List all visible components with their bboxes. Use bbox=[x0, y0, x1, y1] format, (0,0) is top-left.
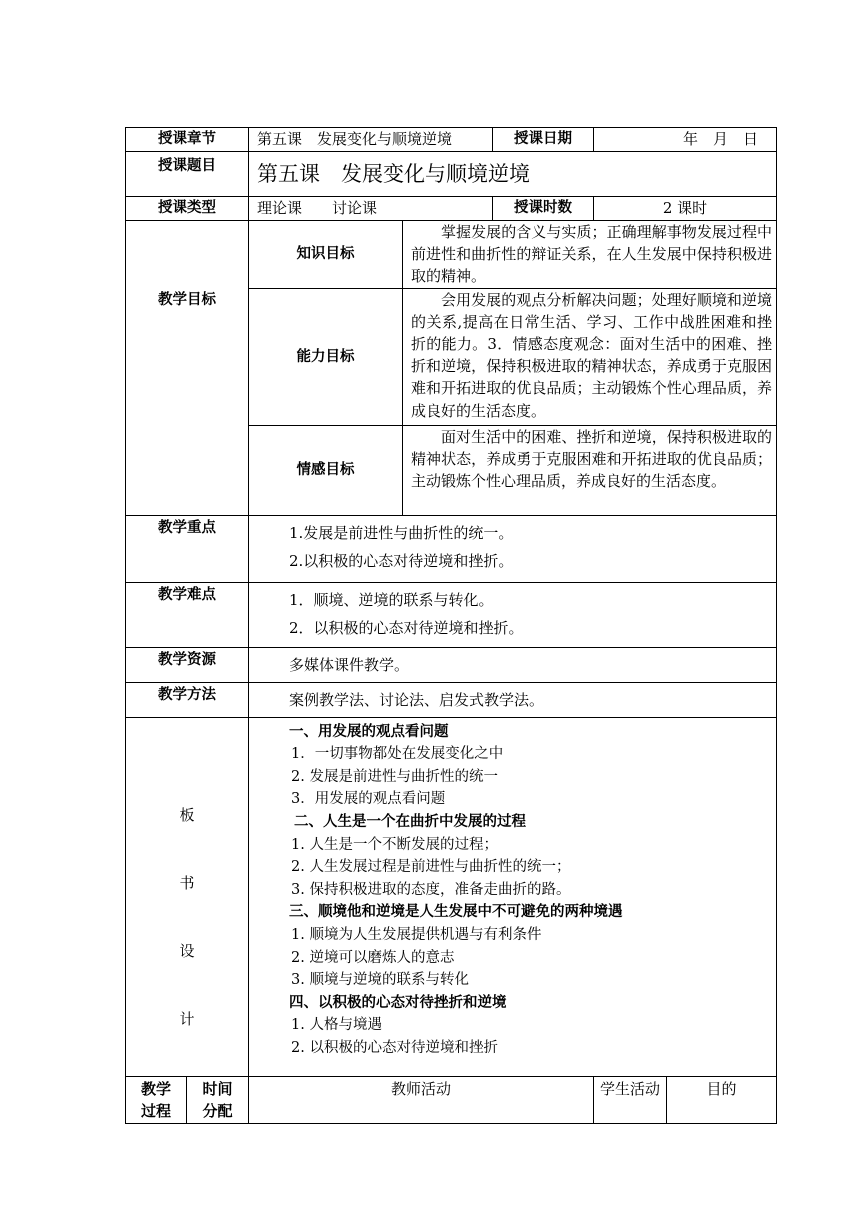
topic-value: 第五课 发展变化与顺境逆境 bbox=[249, 152, 777, 197]
board-content bbox=[249, 717, 777, 1076]
process-col-student: 学生活动 bbox=[594, 1076, 667, 1123]
row-goal-knowledge bbox=[126, 221, 777, 289]
row-resources bbox=[126, 647, 777, 682]
board-heading: 四、以积极的心态对待挫折和逆境 bbox=[289, 994, 507, 1011]
board-item: 3. 顺境与逆境的联系与转化 bbox=[291, 972, 469, 989]
row-difficulties bbox=[126, 582, 777, 647]
row-process-header bbox=[126, 1076, 777, 1123]
hours-value: 2 课时 bbox=[594, 197, 777, 221]
key-point-item: 2.以积极的心态对待逆境和挫折。 bbox=[289, 552, 514, 571]
process-col-teacher: 教师活动 bbox=[249, 1076, 594, 1123]
process-time-line: 时间 bbox=[202, 1079, 233, 1098]
ability-label: 能力目标 bbox=[249, 288, 403, 425]
row-key-points bbox=[126, 515, 777, 582]
methods-value: 案例教学法、讨论法、启发式教学法。 bbox=[249, 682, 777, 717]
board-char: 计 bbox=[179, 1009, 195, 1028]
board-heading: 三、顺境他和逆境是人生发展中不可避免的两种境遇 bbox=[289, 904, 623, 921]
chapter-value: 第五课 发展变化与顺境逆境 bbox=[249, 128, 493, 152]
topic-label: 授课题目 bbox=[126, 152, 249, 197]
board-label bbox=[126, 717, 249, 1076]
row-type bbox=[126, 197, 777, 221]
process-col-stage bbox=[126, 1076, 187, 1123]
difficulties-list bbox=[249, 582, 777, 647]
process-stage-line: 过程 bbox=[140, 1101, 171, 1120]
board-item: 3. 保持积极进取的态度，准备走曲折的路。 bbox=[291, 881, 571, 898]
difficulty-item: 1．顺境、逆境的联系与转化。 bbox=[289, 590, 494, 609]
board-item: 2. 发展是前进性与曲折性的统一 bbox=[291, 768, 498, 785]
board-item: 3．用发展的观点看问题 bbox=[291, 791, 446, 808]
resources-label: 教学资源 bbox=[126, 647, 249, 682]
key-point-item: 1.发展是前进性与曲折性的统一。 bbox=[289, 523, 514, 542]
board-item: 1．一切事物都处在发展变化之中 bbox=[291, 746, 504, 763]
board-item: 2. 以积极的心态对待逆境和挫折 bbox=[291, 1039, 498, 1056]
board-char: 板 bbox=[179, 805, 195, 824]
knowledge-text: 掌握发展的含义与实质；正确理解事物发展过程中前进性和曲折性的辩证关系，在人生发展中保持积极进取的精神。 bbox=[403, 221, 777, 289]
goals-label: 教学目标 bbox=[126, 221, 249, 516]
emotion-text: 面对生活中的困难、挫折和逆境，保持积极进取的精神状态，养成勇于克服困难和开拓进取的优良品质；主动锻炼个性心理品质，养成良好的生活态度。 bbox=[403, 425, 777, 515]
board-heading: 一、用发展的观点看问题 bbox=[289, 723, 449, 740]
ability-text: 会用发展的观点分析解决问题；处理好顺境和逆境的关系,提高在日常生活、学习、工作中战胜困难和挫折的能力。3．情感态度观念：面对生活中的困难、挫折和逆境，保持积极进取的精神状态，养成勇于克服困难和开拓进取的优良品质；主动锻炼个性心理品质，养成良好的生活态度。 bbox=[403, 288, 777, 425]
difficulties-label: 教学难点 bbox=[126, 582, 249, 647]
row-methods bbox=[126, 682, 777, 717]
row-chapter bbox=[126, 128, 777, 152]
board-char: 书 bbox=[179, 873, 195, 892]
resources-value: 多媒体课件教学。 bbox=[249, 647, 777, 682]
lesson-plan-table bbox=[125, 127, 777, 1124]
emotion-label: 情感目标 bbox=[249, 425, 403, 515]
process-col-time bbox=[187, 1076, 249, 1123]
board-item: 2. 逆境可以磨炼人的意志 bbox=[291, 949, 455, 966]
type-value: 理论课 讨论课 bbox=[249, 197, 493, 221]
board-item: 2. 人生发展过程是前进性与曲折性的统一； bbox=[291, 859, 571, 876]
knowledge-label: 知识目标 bbox=[249, 221, 403, 289]
lesson-plan-sheet bbox=[125, 127, 776, 1124]
key-points-label: 教学重点 bbox=[126, 515, 249, 582]
difficulty-item: 2．以积极的心态对待逆境和挫折。 bbox=[289, 619, 524, 638]
chapter-label: 授课章节 bbox=[126, 128, 249, 152]
key-points-list bbox=[249, 515, 777, 582]
board-item: 1. 人格与境遇 bbox=[291, 1017, 382, 1034]
process-stage-line: 教学 bbox=[140, 1079, 171, 1098]
process-col-purpose: 目的 bbox=[667, 1076, 777, 1123]
row-board-design bbox=[126, 717, 777, 1076]
date-value: 年 月 日 bbox=[594, 128, 777, 152]
type-label: 授课类型 bbox=[126, 197, 249, 221]
hours-label: 授课时数 bbox=[493, 197, 594, 221]
board-item: 1. 人生是一个不断发展的过程； bbox=[291, 836, 498, 853]
methods-label: 教学方法 bbox=[126, 682, 249, 717]
process-time-line: 分配 bbox=[202, 1101, 233, 1120]
board-heading: 二、人生是一个在曲折中发展的过程 bbox=[289, 813, 527, 830]
date-label: 授课日期 bbox=[493, 128, 594, 152]
row-topic bbox=[126, 152, 777, 197]
board-char: 设 bbox=[179, 941, 195, 960]
board-item: 1. 顺境为人生发展提供机遇与有利条件 bbox=[291, 926, 542, 943]
